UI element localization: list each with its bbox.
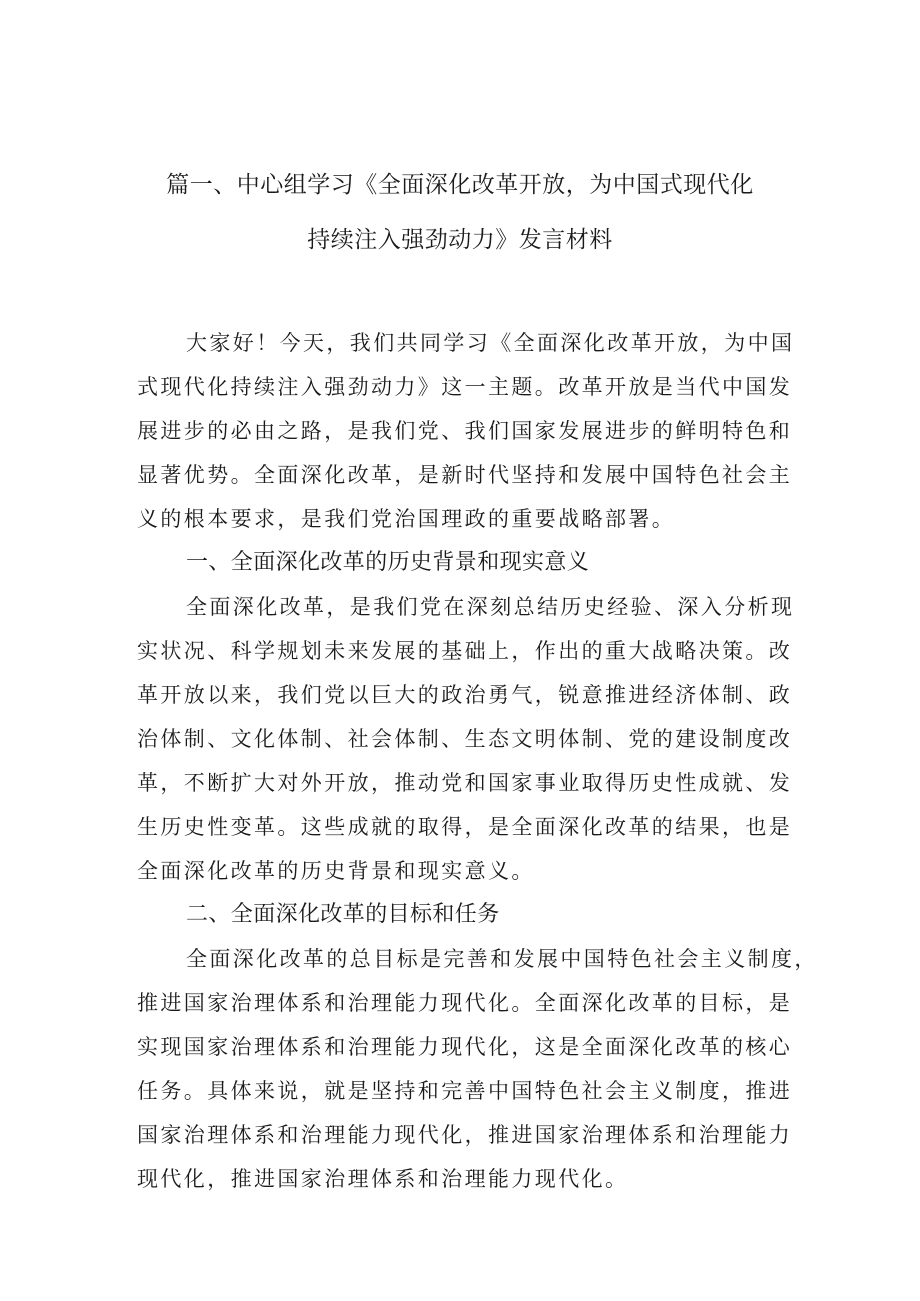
paragraph-2-line: 全面深化改革的历史背景和现实意义。 (137, 859, 535, 883)
paragraph-3-line: 实现国家治理体系和治理能力现代化，这是全面深化改革的核心 (137, 1035, 793, 1059)
paragraph-2-line: 治体制、文化体制、社会体制、生态文明体制、党的建设制度改 (137, 727, 793, 751)
paragraph-2-line: 全面深化改革，是我们党在深刻总结历史经验、深入分析现 (186, 595, 795, 619)
paragraph-1-line: 大家好！今天，我们共同学习《全面深化改革开放，为中国 (186, 331, 795, 355)
paragraph-3-line: 推进国家治理体系和治理能力现代化。全面深化改革的目标，是 (137, 991, 793, 1015)
paragraph-2-line: 革，不断扩大对外开放，推动党和国家事业取得历史性成就、发 (137, 771, 793, 795)
section-heading-2: 二、全面深化改革的目标和任务 (186, 902, 500, 927)
paragraph-3-line: 现代化，推进国家治理体系和治理能力现代化。 (137, 1167, 629, 1191)
paragraph-3-line: 国家治理体系和治理能力现代化，推进国家治理体系和治理能力 (137, 1123, 793, 1147)
paragraph-1-line: 式现代化持续注入强劲动力》这一主题。改革开放是当代中国发 (137, 375, 793, 399)
paragraph-2-line: 革开放以来，我们党以巨大的政治勇气，锐意推进经济体制、政 (137, 683, 793, 707)
paragraph-1-line: 显著优势。全面深化改革，是新时代坚持和发展中国特色社会主 (137, 463, 793, 487)
document-title-line-2: 持续注入强劲动力》发言材料 (307, 227, 613, 253)
paragraph-2-line: 实状况、科学规划未来发展的基础上，作出的重大战略决策。改 (137, 639, 793, 663)
paragraph-3-line: 全面深化改革的总目标是完善和发展中国特色社会主义制度， (186, 947, 818, 971)
paragraph-1-line: 展进步的必由之路，是我们党、我们国家发展进步的鲜明特色和 (137, 419, 793, 443)
paragraph-3-line: 任务。具体来说，就是坚持和完善中国特色社会主义制度，推进 (137, 1079, 793, 1103)
paragraph-2-line: 生历史性变革。这些成就的取得，是全面深化改革的结果，也是 (137, 815, 793, 839)
paragraph-1-line: 义的根本要求，是我们党治国理政的重要战略部署。 (137, 507, 676, 531)
document-title-line-1: 篇一、中心组学习《全面深化改革开放，为中国式现代化 (166, 172, 754, 198)
section-heading-1: 一、全面深化改革的历史背景和现实意义 (186, 550, 590, 575)
